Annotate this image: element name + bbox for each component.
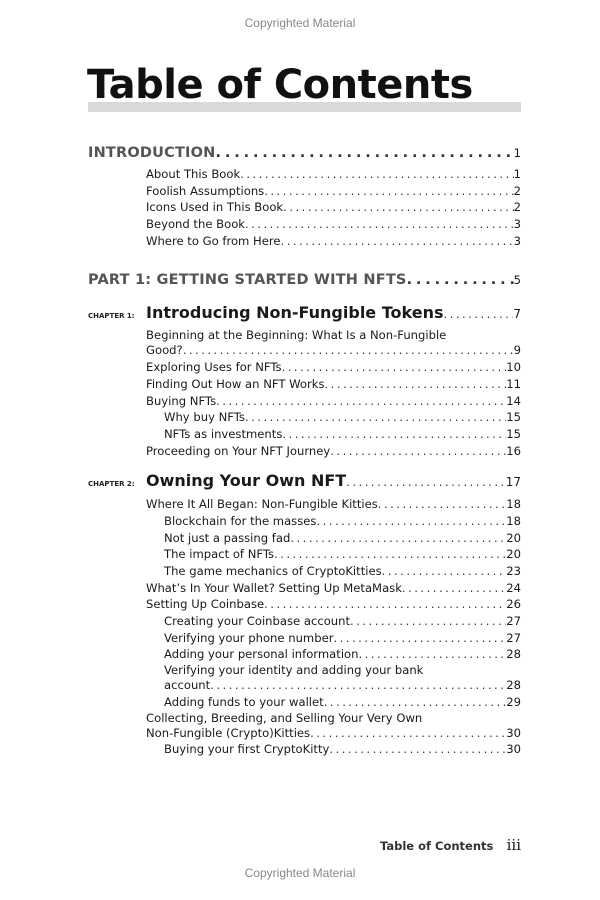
dot-leader — [290, 530, 506, 547]
entry-title: The impact of NFTs — [164, 547, 275, 562]
dot-leader — [325, 376, 507, 393]
toc-entry[interactable] — [88, 725, 521, 742]
dot-leader — [216, 142, 514, 164]
dot-leader — [324, 694, 507, 711]
entry-title: Verifying your phone number — [164, 630, 334, 645]
entry-title: Where It All Began: Non-Fungible Kitties — [146, 497, 378, 512]
page-ref: 20 — [506, 547, 521, 562]
dot-leader — [183, 342, 514, 359]
page-ref: 9 — [513, 343, 521, 358]
dot-leader — [310, 725, 506, 742]
dot-leader — [216, 393, 506, 410]
toc-entry-line: Collecting, Breeding, and Selling Your Very Own — [146, 710, 423, 725]
toc-entry[interactable] — [88, 563, 521, 580]
page-ref: 11 — [506, 376, 521, 391]
page-ref: 16 — [506, 443, 521, 458]
toc-entry[interactable] — [88, 359, 521, 376]
page-ref: 17 — [505, 475, 521, 490]
toc-entry[interactable] — [88, 409, 521, 426]
dot-leader — [264, 596, 506, 613]
part-title: INTRODUCTION — [88, 145, 216, 161]
watermark-bottom: Copyrighted Material — [244, 866, 356, 880]
dot-leader — [346, 470, 506, 494]
page-ref: 23 — [506, 564, 521, 578]
dot-leader — [274, 546, 506, 563]
entry-title: Exploring Uses for NFTs — [146, 360, 282, 375]
entry-title: The game mechanics of CryptoKitties — [164, 564, 382, 578]
toc-entry[interactable] — [88, 613, 521, 630]
spacer — [88, 249, 521, 269]
toc-entry[interactable] — [88, 546, 521, 563]
chapter-title-group — [88, 469, 346, 496]
entry-title: Creating your Coinbase account — [164, 614, 351, 629]
dot-leader — [245, 216, 514, 233]
toc-entry[interactable] — [88, 233, 521, 250]
chapter-label: CHAPTER 2: — [88, 480, 135, 489]
page-ref: 24 — [506, 580, 521, 595]
page-ref: 1 — [513, 167, 521, 181]
entry-title: Finding Out How an NFT Works — [146, 376, 325, 391]
entry-title: Beyond the Book — [146, 217, 245, 232]
spacer — [88, 459, 521, 469]
page-ref: 30 — [506, 725, 521, 740]
dot-leader — [350, 613, 506, 630]
toc-entry-line: Beginning at the Beginning: What Is a Non-Fungible — [146, 328, 447, 343]
dot-leader — [330, 443, 506, 460]
entry-title: Adding funds to your wallet — [164, 694, 324, 709]
toc-entry[interactable] — [88, 646, 521, 663]
page-ref: 1 — [513, 146, 521, 160]
entry-title: Buying NFTs — [146, 393, 217, 408]
entry-title: Foolish Assumptions — [146, 183, 265, 198]
toc-entry[interactable] — [88, 166, 521, 183]
entry-title: Non-Fungible (Crypto)Kitties — [146, 725, 311, 740]
entry-title: Why buy NFTs — [164, 410, 245, 425]
toc-entry[interactable] — [88, 216, 521, 233]
watermark-top: Copyrighted Material — [244, 16, 356, 30]
toc-entry[interactable] — [88, 393, 521, 410]
entry-title: Blockchain for the masses — [164, 513, 317, 528]
dot-leader — [210, 677, 506, 694]
page-ref: 18 — [506, 513, 521, 528]
dot-leader — [329, 741, 506, 758]
dot-leader — [407, 269, 514, 291]
toc-entry[interactable] — [88, 596, 521, 613]
chapter-title: Introducing Non-Fungible Tokens — [146, 303, 444, 323]
dot-leader — [443, 302, 513, 326]
dot-leader — [378, 496, 506, 513]
toc-entry[interactable] — [88, 376, 521, 393]
toc-entry[interactable] — [88, 677, 521, 694]
toc-entry[interactable] — [88, 580, 521, 597]
toc-entry[interactable] — [88, 199, 521, 216]
part-heading[interactable] — [88, 269, 521, 291]
chapter-heading[interactable] — [88, 301, 521, 325]
dot-leader — [358, 646, 506, 663]
chapter-label: CHAPTER 1: — [88, 312, 135, 321]
entry-title: Setting Up Coinbase — [146, 597, 265, 612]
toc-entry[interactable] — [88, 741, 521, 758]
page-ref: 10 — [506, 360, 521, 375]
page-ref: 26 — [506, 597, 521, 612]
entry-title: Not just a passing fad — [164, 530, 291, 545]
entry-title: NFTs as investments — [164, 426, 283, 441]
dot-leader — [316, 513, 506, 530]
page-ref: 7 — [513, 307, 521, 322]
spacer — [88, 291, 521, 301]
entry-title: Good? — [146, 343, 183, 358]
part-heading[interactable] — [88, 142, 521, 164]
table-of-contents — [88, 142, 521, 758]
toc-entry[interactable] — [88, 513, 521, 530]
dot-leader — [402, 580, 506, 597]
toc-entry[interactable] — [88, 443, 521, 460]
toc-entry[interactable] — [88, 342, 521, 359]
page-ref: 15 — [506, 410, 521, 425]
page-ref: 14 — [506, 393, 521, 408]
toc-entry[interactable] — [88, 630, 521, 647]
page-ref: 2 — [513, 183, 521, 198]
entry-title: Where to Go from Here — [146, 233, 281, 248]
page-ref: 15 — [506, 426, 521, 441]
dot-leader — [282, 426, 506, 443]
dot-leader — [240, 166, 513, 183]
running-title: Table of Contents — [380, 839, 494, 853]
page-title: Table of Contents — [87, 62, 473, 108]
entry-title: Icons Used in This Book — [146, 200, 284, 215]
entry-title: Buying your first CryptoKitty — [164, 742, 330, 757]
dot-leader — [281, 233, 514, 250]
dot-leader — [283, 199, 513, 216]
chapter-heading[interactable] — [88, 469, 521, 493]
toc-entry[interactable] — [88, 530, 521, 547]
toc-entry-line: Verifying your identity and adding your bank — [164, 663, 424, 678]
toc-entry[interactable] — [88, 694, 521, 711]
page-ref: 18 — [506, 497, 521, 512]
toc-entry[interactable] — [88, 426, 521, 443]
page-ref: 28 — [506, 678, 521, 693]
dot-leader — [382, 563, 507, 580]
toc-entry[interactable] — [88, 496, 521, 513]
page-number: iii — [506, 836, 521, 854]
dot-leader — [245, 409, 506, 426]
page-ref: 2 — [513, 200, 521, 215]
page-ref: 3 — [513, 233, 521, 248]
entry-title: Adding your personal information — [164, 647, 359, 662]
page-footer — [380, 836, 521, 854]
chapter-title: Owning Your Own NFT — [146, 471, 347, 491]
page-ref: 29 — [506, 694, 521, 709]
toc-entry[interactable] — [88, 183, 521, 200]
page-ref: 28 — [506, 647, 521, 662]
chapter-title-group — [88, 301, 443, 328]
entry-title: Proceeding on Your NFT Journey — [146, 443, 331, 458]
page-ref: 5 — [513, 273, 521, 288]
page-ref: 20 — [506, 530, 521, 545]
entry-title: About This Book — [146, 167, 241, 181]
page-ref: 27 — [506, 630, 521, 645]
page-ref: 3 — [513, 217, 521, 232]
entry-title: account — [164, 678, 211, 693]
dot-leader — [333, 630, 506, 647]
page-ref: 27 — [506, 614, 521, 629]
dot-leader — [264, 183, 513, 200]
dot-leader — [282, 359, 507, 376]
entry-title: What’s In Your Wallet? Setting Up MetaMask — [146, 580, 402, 595]
part-title: PART 1: GETTING STARTED WITH NFTS — [88, 272, 407, 289]
page-ref: 30 — [506, 742, 521, 757]
